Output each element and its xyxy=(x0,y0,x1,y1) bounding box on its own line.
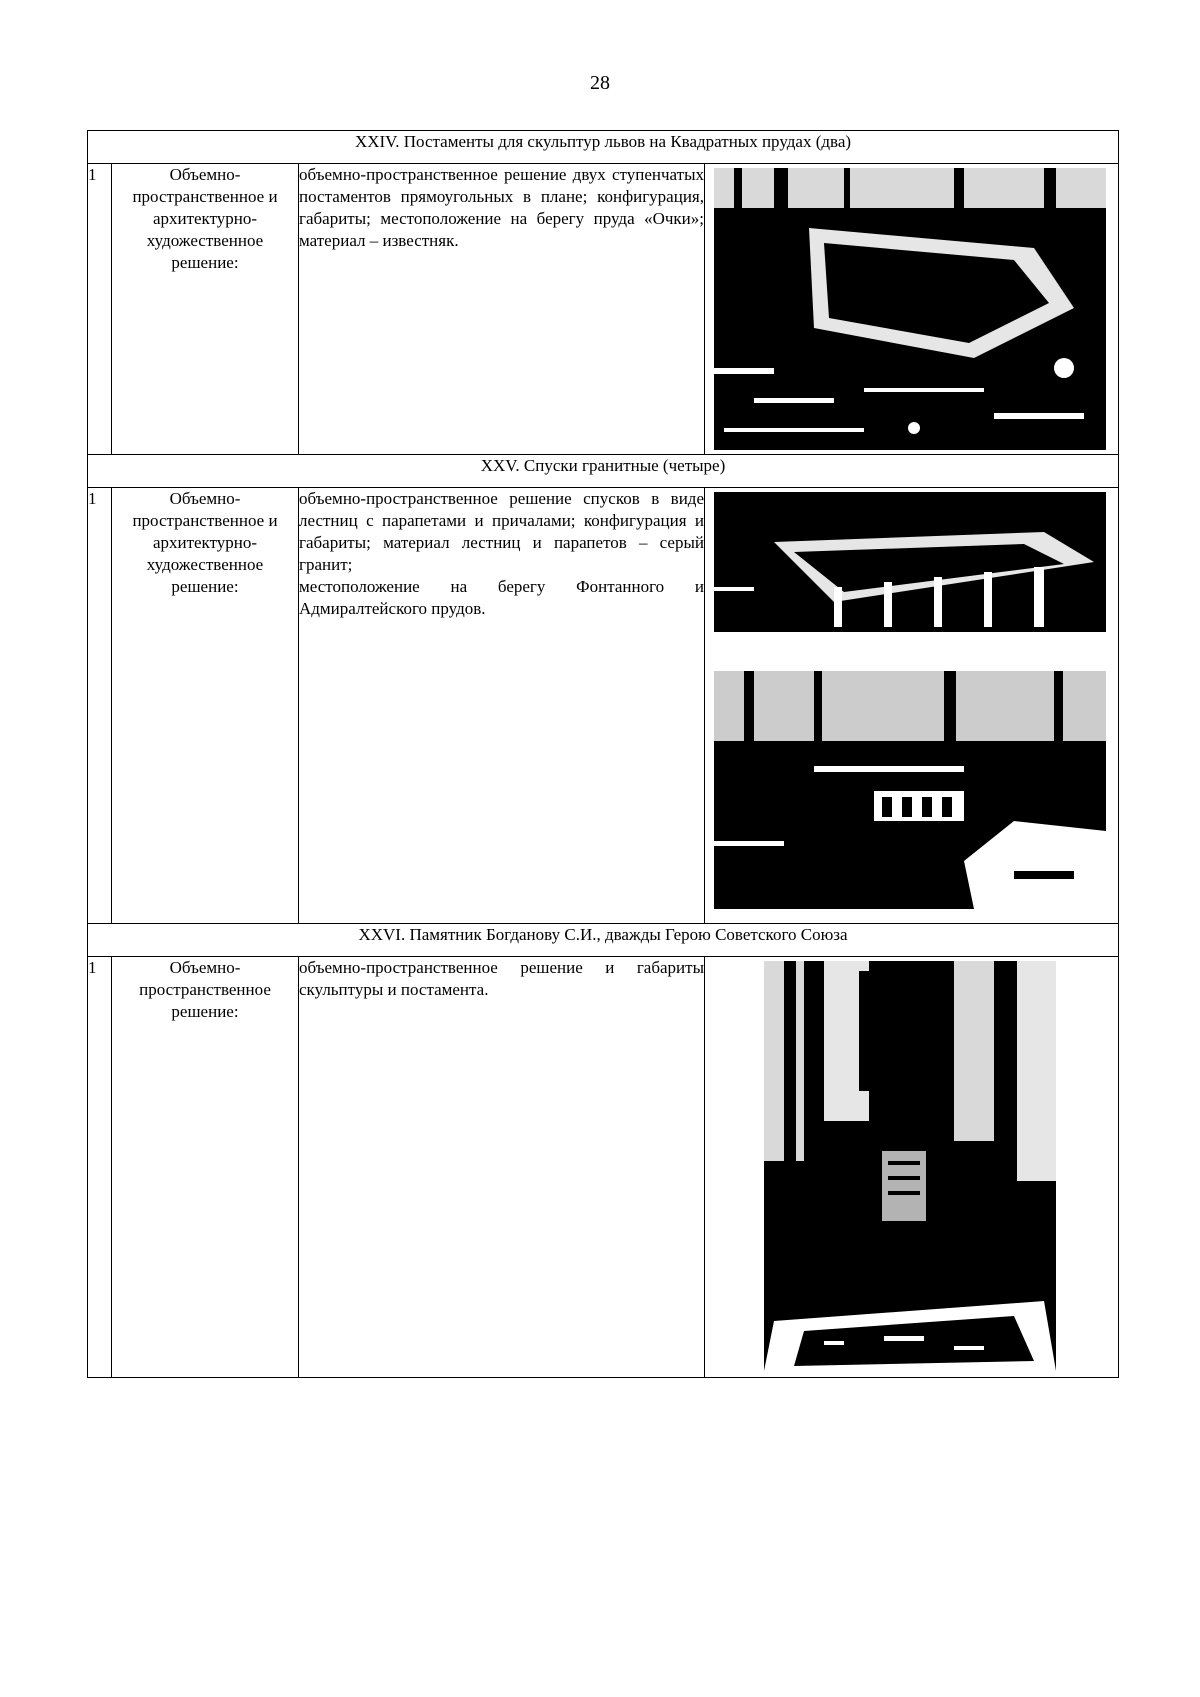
section-header-row xyxy=(88,924,1119,957)
row-name: Объемно-пространственное и архитектурно-художественное решение: xyxy=(112,488,299,924)
page-number: 28 xyxy=(590,72,610,94)
section-title-xxiv: XXIV. Постаменты для скульптур львов на Квадратных прудах (два) xyxy=(88,131,1119,164)
row-description-line: местоположение на берегу Фонтанного и Адмиралтейского прудов. xyxy=(299,577,704,618)
objects-table xyxy=(87,130,1119,1378)
table-row xyxy=(88,488,1119,924)
row-name: Объемно-пространственное и архитектурно-художественное решение: xyxy=(112,164,299,455)
section-header-row xyxy=(88,455,1119,488)
photo-granite-descent-2 xyxy=(714,671,1106,909)
section-title-xxvi: XXVI. Памятник Богданову С.И., дважды Герою Советского Союза xyxy=(88,924,1119,957)
table-row xyxy=(88,957,1119,1378)
row-number: 1 xyxy=(88,957,112,1378)
photo-lion-pedestal xyxy=(714,168,1106,450)
row-photos xyxy=(705,164,1119,455)
row-description-line: объемно-пространственное решение спусков в виде лестниц с парапетами и причалами; конфигурация и габариты; материал лестниц и парапетов – серый гранит; xyxy=(299,489,704,574)
row-number: 1 xyxy=(88,488,112,924)
table-row xyxy=(88,164,1119,455)
row-description: объемно-пространственное решение двух ступенчатых постаментов прямоугольных в плане; конфигурация, габариты; местоположение на берегу пруда «Очки»; материал – известняк. xyxy=(299,164,705,455)
row-photos xyxy=(705,957,1119,1378)
row-name: Объемно-пространственное решение: xyxy=(112,957,299,1378)
row-description: объемно-пространственное решение и габариты скульптуры и постамента. xyxy=(299,957,705,1378)
section-title-xxv: XXV. Спуски гранитные (четыре) xyxy=(88,455,1119,488)
row-number: 1 xyxy=(88,164,112,455)
photo-bogdanov-monument xyxy=(764,961,1056,1371)
photo-granite-descent-1 xyxy=(714,492,1106,632)
section-header-row xyxy=(88,131,1119,164)
row-description xyxy=(299,488,705,924)
row-photos xyxy=(705,488,1119,924)
